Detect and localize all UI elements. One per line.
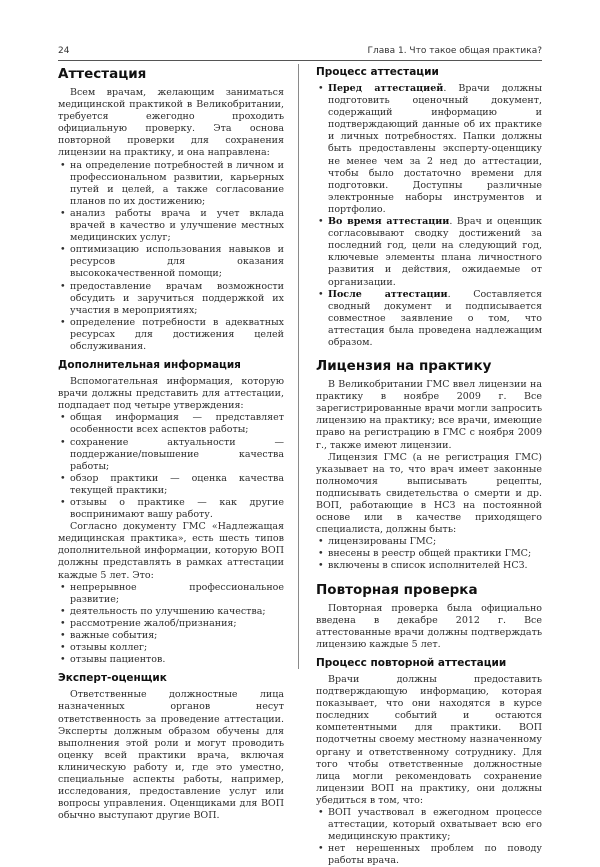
paragraph: Ответственные должностные лица назначенных органов несут ответственность за проведение аттестации. Эксперты должным образом обучены для выполнения этой роли и могут проводить оценку всей практики врача, включая клиническую работу и, где это уместно, специальные аспекты работы, например, исследования, предоставление услуг или вопросы управления. Оценщиками для ВОП обычно выступают другие ВОП. <box>58 689 284 822</box>
subheading-recheck-process: Процесс повторной аттестации <box>316 656 507 669</box>
header-rule <box>58 60 542 61</box>
list-item: • обзор практики — оценка качества текущей практики; <box>60 472 284 496</box>
subheading-extra-info: Дополнительная информация <box>58 359 241 372</box>
paragraph: Лицензия ГМС (а не регистрация ГМС) указывает на то, что врач имеет законные полномочия выписывать рецепты, подписывать свидетельства о смерти и др. ВОП, работающие в НСЗ на постоянной основе или в качестве приходящего специалиста, должны быть: <box>316 451 542 536</box>
list-item: • ВОП участвовал в ежегодном процессе аттестации, который охватывает всю его медицинскую практику; <box>318 806 542 843</box>
paragraph: Повторная проверка была официально введена в декабре 2012 г. Все аттестованные врачи должны подтверждать лицензию каждые 5 лет. <box>316 602 542 650</box>
subheading-process: Процесс аттестации <box>316 66 439 78</box>
subheading-expert: Эксперт-оценщик <box>58 672 167 685</box>
list-item: • внесены в реестр общей практики ГМС; <box>318 548 532 560</box>
list-item: • включены в список исполнителей НСЗ. <box>318 560 528 572</box>
bullet-list <box>316 83 542 349</box>
list-item: • После аттестации. Составляется сводный документ и подписывается совместное заявление о том, что аттестация была проведена надлежащим образом. <box>318 288 542 348</box>
list-item: • непрерывное профессиональное развитие; <box>60 581 284 605</box>
running-header <box>58 46 542 60</box>
bullet-list <box>316 536 542 572</box>
paragraph: Вспомогательная информация, которую врачи должны представить для аттестации, подпадает под четыре утверждения: <box>58 376 284 412</box>
left-column <box>58 66 284 822</box>
list-item: • оптимизацию использования навыков и ресурсов для оказания высококачественной помощи; <box>60 244 284 280</box>
page-number: 24 <box>58 46 70 56</box>
list-item: • лицензированы ГМС; <box>318 536 437 548</box>
list-item: • отзывы о практике — как другие воспринимают вашу работу. <box>60 497 284 521</box>
right-column <box>316 66 542 867</box>
paragraph: Согласно документу ГМС «Надлежащая медицинская практика», есть шесть типов дополнительной информации, которую ВОП должны представлять в рамках аттестации каждые 5 лет. Это: <box>58 521 284 581</box>
list-item: • определение потребности в адекватных ресурсах для достижения целей обслуживания. <box>60 316 284 352</box>
list-item: • Перед аттестацией. Врачи должны подготовить оценочный документ, содержащий информацию и подтверждающий данные об их практике и личных потребностях. Папки должны быть предоставлены эксперту-оценщику не менее чем за 2 нед до аттестации, чтобы было достаточно времени для подготовки. Доступны различные электронные наборы инструментов и портфолио. <box>318 83 543 215</box>
section-heading-recheck: Повторная проверка <box>316 581 478 598</box>
list-item: • нет нерешенных проблем по поводу работы врача. <box>318 843 542 867</box>
list-item: • предоставление врачам возможности обсудить и заручиться поддержкой их участия в мероприятиях; <box>60 280 284 316</box>
list-item: • деятельность по улучшению качества; <box>60 605 266 617</box>
section-heading-attestation: Аттестация <box>58 66 147 82</box>
bullet-list <box>58 412 284 521</box>
bullet-list <box>316 807 542 867</box>
list-item: • рассмотрение жалоб/признания; <box>60 617 237 629</box>
paragraph: В Великобритании ГМС ввел лицензии на практику в ноябре 2009 г. Все зарегистрированные врачи могли запросить лицензию на практику; все врачи, имеющие право на регистрацию в ГМС с ноября 2009 г., также имеют лицензии. <box>316 379 542 451</box>
list-item: • отзывы коллег; <box>60 642 148 654</box>
chapter-title: Глава 1. Что такое общая практика? <box>367 46 542 56</box>
list-item: • анализ работы врача и учет вклада врачей в качество и улучшение местных медицинских услуг; <box>60 207 284 244</box>
column-divider <box>298 64 299 669</box>
bullet-list <box>58 582 284 667</box>
paragraph: Всем врачам, желающим заниматься медицинской практикой в Великобритании, требуется ежегодно проходить официальную проверку. Эта основа повторной проверки для сохранения лицензии на практику, и она направлена: <box>58 87 284 159</box>
list-item: • отзывы пациентов. <box>60 654 166 666</box>
list-item: • сохранение актуальности — поддержание/повышение качества работы; <box>60 436 284 472</box>
section-heading-license: Лицензия на практику <box>316 358 492 375</box>
list-item: • важные события; <box>60 630 158 642</box>
paragraph: Врачи должны предоставить подтверждающую информацию, которая показывает, что они находятся в курсе последних событий и остаются компетентными для практики. ВОП подотчетны своему местному назначенному органу и ответственному сотруднику. Для того чтобы ответственные должностные лица могли рекомендовать сохранение лицензии ВОП на практику, они должны убедиться в том, что: <box>316 673 542 806</box>
bullet-list <box>58 160 284 354</box>
list-item: • на определение потребностей в личном и профессиональном развитии, карьерных путей и целей, а также согласование планов по их достижению; <box>60 159 284 207</box>
list-item: • общая информация — представляет особенности всех аспектов работы; <box>60 412 284 436</box>
list-item: • Во время аттестации. Врач и оценщик согласовывают сводку достижений за последний год, цели на следующий год, ключевые элементы плана личностного развития и действия, ожидаемые от организации. <box>318 216 542 288</box>
